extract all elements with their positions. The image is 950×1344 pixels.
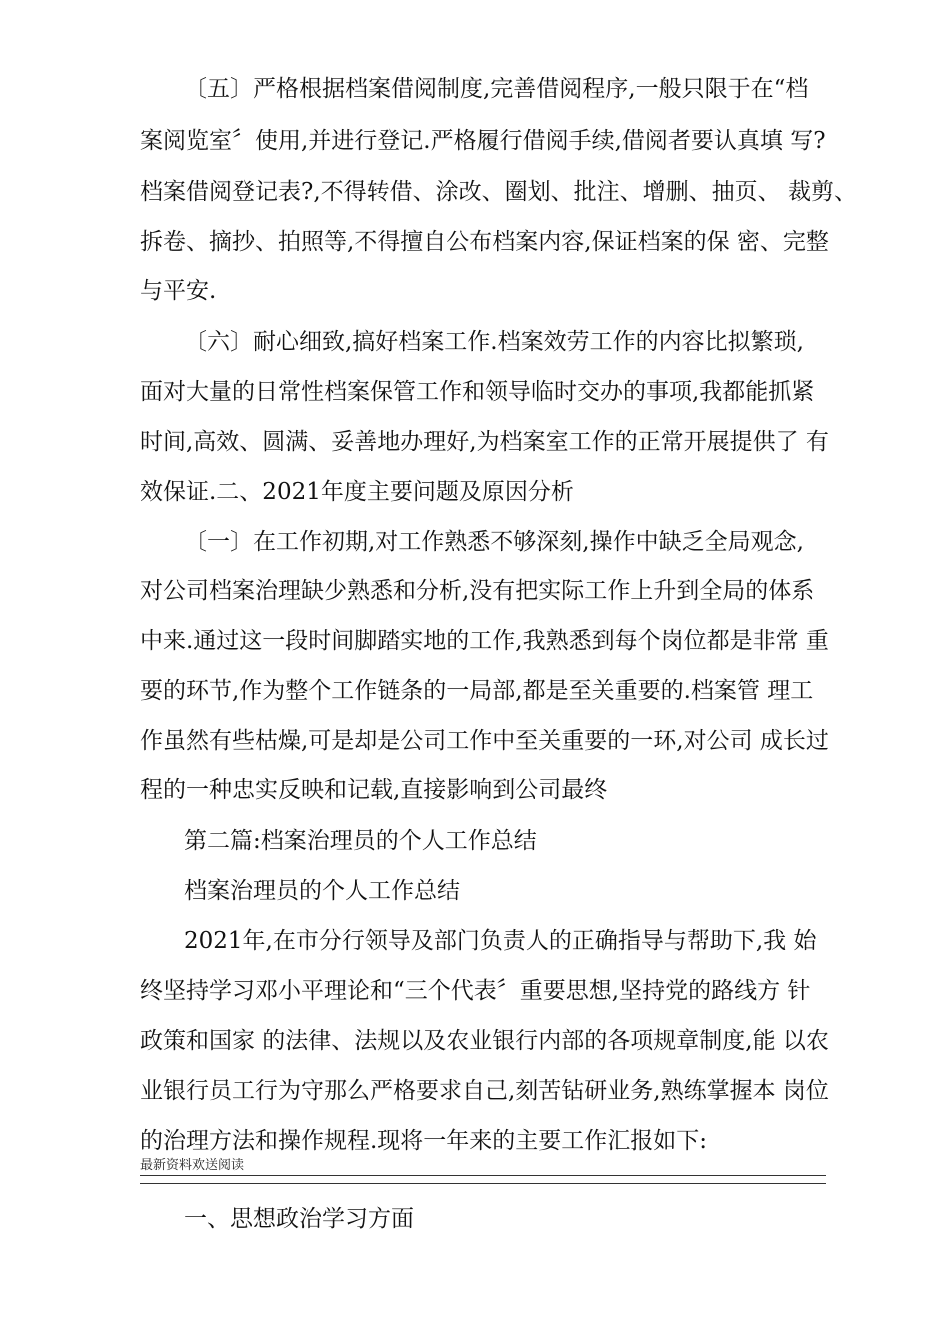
footer-note: 最新资料欢送阅读 [140,1158,245,1173]
paragraph-five-line-3: 档案借阅登记表?,不得转借、涂改、圈划、批注、增删、抽页、 裁剪、 [140,179,857,205]
paragraph-summary-line-5: 的治理方法和操作规程.现将一年来的主要工作汇报如下: [140,1128,708,1154]
paragraph-problem-one-line-2: 对公司档案治理缺少熟悉和分析,没有把实际工作上升到全局的体系 [140,578,815,604]
paragraph-problem-one-line-4: 要的环节,作为整个工作链条的一局部,都是至关重要的.档案管 理工 [140,678,814,704]
paragraph-five-line-5: 与平安. [140,278,217,304]
paragraph-six-line-3: 时间,高效、圆满、妥善地办理好,为档案室工作的正常开展提供了 有 [140,429,829,455]
paragraph-summary-line-1: 2021年,在市分行领导及部门负责人的正确指导与帮助下,我 始 [184,928,817,954]
paragraph-five-line-2: 案阅览室〞使用,并进行登记.严格履行借阅手续,借阅者要认真填 写? [140,128,826,154]
paragraph-problem-one-line-6: 程的一种忠实反映和记载,直接影响到公司最终 [140,777,608,803]
footer-divider-top [140,1175,826,1176]
paragraph-six-line-4: 效保证.二、2021年度主要问题及原因分析 [140,479,574,505]
paragraph-five-line-4: 拆卷、摘抄、拍照等,不得擅自公布档案内容,保证档案的保 密、完整 [140,229,829,255]
paragraph-six-line-1: 〔六〕耐心细致,搞好档案工作.档案效劳工作的内容比拟繁琐, [184,329,804,355]
paragraph-summary-line-4: 业银行员工行为守那么严格要求自己,刻苦钻研业务,熟练掌握本 岗位 [140,1078,829,1104]
document-title: 档案治理员的个人工作总结 [184,878,460,904]
section-title-second-part: 第二篇:档案治理员的个人工作总结 [184,828,537,854]
paragraph-problem-one-line-5: 作虽然有些枯燥,可是却是公司工作中至关重要的一环,对公司 成长过 [140,728,829,754]
section-heading-ideological-study: 一、思想政治学习方面 [184,1206,414,1232]
paragraph-summary-line-3: 政策和国家 的法律、法规以及农业银行内部的各项规章制度,能 以农 [140,1028,829,1054]
paragraph-problem-one-line-1: 〔一〕在工作初期,对工作熟悉不够深刻,操作中缺乏全局观念, [184,529,804,555]
paragraph-summary-line-2: 终坚持学习邓小平理论和“三个代表〞重要思想,坚持党的路线方 针 [140,978,811,1004]
paragraph-five-line-1: 〔五〕严格根据档案借阅制度,完善借阅程序,一般只限于在“档 [184,76,809,102]
paragraph-six-line-2: 面对大量的日常性档案保管工作和领导临时交办的事项,我都能抓紧 [140,379,815,405]
footer-divider-bottom [140,1183,826,1184]
paragraph-problem-one-line-3: 中来.通过这一段时间脚踏实地的工作,我熟悉到每个岗位都是非常 重 [140,628,829,654]
